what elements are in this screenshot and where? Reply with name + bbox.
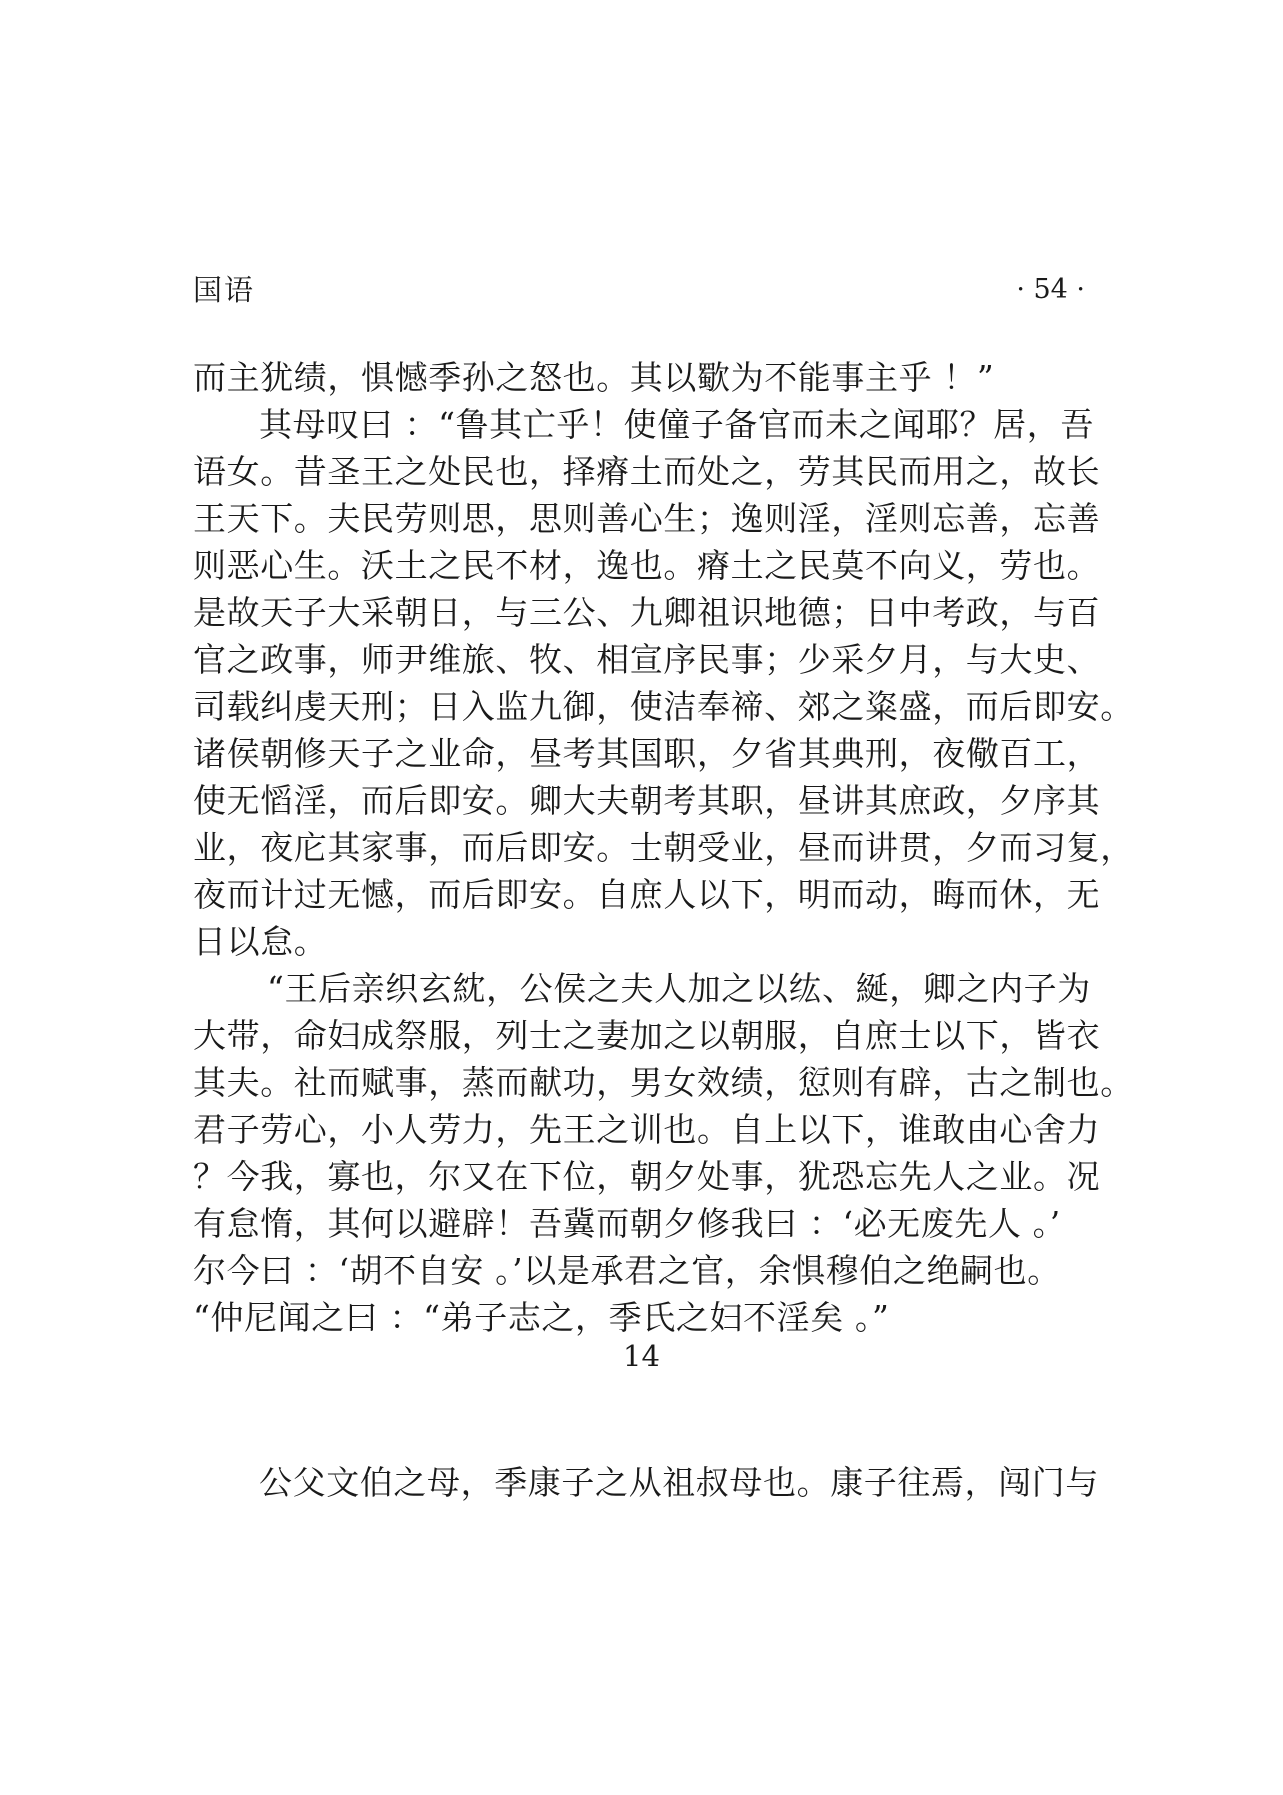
text-line: 王天下。夫民劳则思，思则善心生；逸则淫，淫则忘善，忘善 — [193, 499, 1101, 538]
text-line: 语女。昔圣王之处民也，择瘠土而处之，劳其民而用之，故长 — [193, 452, 1101, 491]
text-line: 尔今曰 ：‘胡不自安 。’以是承君之官，余惧穆伯之绝嗣也。 — [193, 1251, 1061, 1290]
text-line: ？今我，寡也，尔又在下位，朝夕处事，犹恐忘先人之业。况 — [193, 1157, 1101, 1196]
text-line: 而主犹绩，惧憾季孙之怒也。其以歜为不能事主乎 ！” — [193, 358, 995, 397]
section-number: 14 — [623, 1339, 660, 1373]
text-line: “王后亲织玄紞，公侯之夫人加之以纮、綖，卿之内子为 — [267, 969, 1091, 1008]
text-line: 公父文伯之母，季康子之从祖叔母也。康子往焉，闯门与 — [259, 1463, 1099, 1502]
text-line: 日以怠。 — [193, 922, 328, 961]
text-line: 官之政事，师尹维旅、牧、相宣序民事；少采夕月，与大史、 — [193, 640, 1101, 679]
text-line: 司载纠虔天刑；日入监九御，使洁奉禘、郊之粢盛，而后即安。 — [193, 687, 1134, 726]
book-title: 国语 — [193, 273, 256, 307]
body-text — [193, 354, 1134, 1341]
text-line: “仲尼闻之曰 ：“弟子志之，季氏之妇不淫矣 。” — [193, 1298, 890, 1337]
text-line: 则恶心生。沃土之民不材，逸也。瘠土之民莫不向义，劳也。 — [193, 546, 1101, 585]
running-head — [193, 268, 1085, 312]
text-line: 夜而计过无憾，而后即安。自庶人以下，明而动，晦而休，无 — [193, 875, 1101, 914]
text-line: 其母叹曰 ：“鲁其亡乎！使僮子备官而未之闻耶？居，吾 — [259, 405, 1094, 444]
text-line: 诸侯朝修天子之业命，昼考其国职，夕省其典刑，夜儆百工， — [193, 734, 1101, 773]
text-line: 大带，命妇成祭服，列士之妻加之以朝服，自庶士以下，皆衣 — [193, 1016, 1101, 1055]
page-folio: · 54 · — [1016, 274, 1085, 305]
next-section — [193, 1459, 1105, 1506]
text-line: 其夫。社而赋事，蒸而献功，男女效绩，愆则有辟，古之制也。 — [193, 1063, 1134, 1102]
text-line: 使无慆淫，而后即安。卿大夫朝考其职，昼讲其庶政，夕序其 — [193, 781, 1101, 820]
text-line: 君子劳心，小人劳力，先王之训也。自上以下，谁敢由心舍力 — [193, 1110, 1101, 1149]
text-line: 有怠惰，其何以避辟！吾冀而朝夕修我曰 ：‘必无废先人 。’ — [193, 1204, 1061, 1243]
text-line: 业，夜庀其家事，而后即安。士朝受业，昼而讲贯，夕而习复， — [193, 828, 1134, 867]
text-line: 是故天子大采朝日，与三公、九卿祖识地德；日中考政，与百 — [193, 593, 1101, 632]
